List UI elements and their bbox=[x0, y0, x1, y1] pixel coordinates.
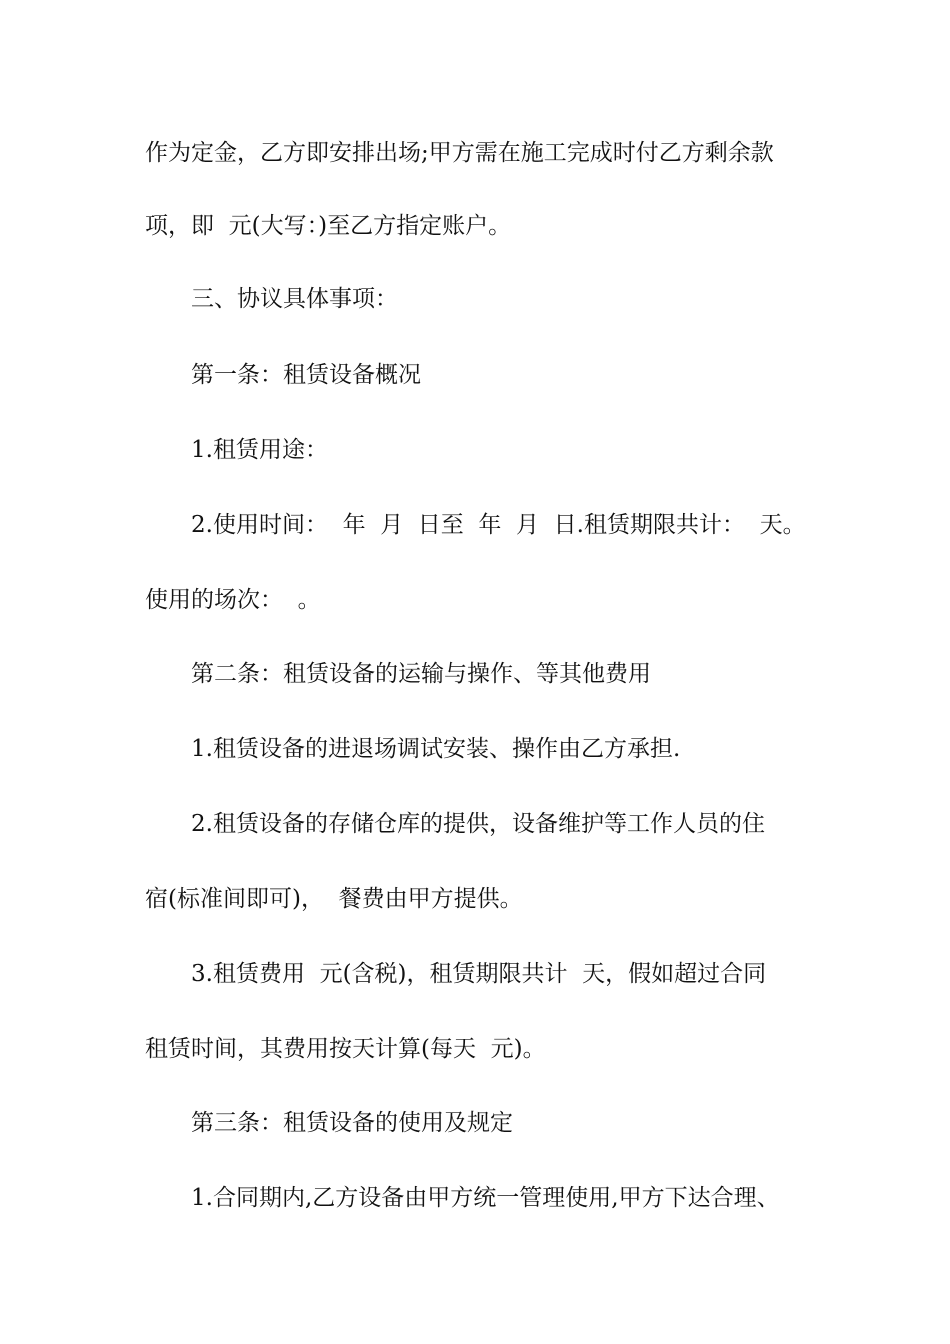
text-line-11: 宿(标准间即可)， 餐费由甲方提供。 bbox=[145, 886, 523, 912]
text-line-10: 2.租赁设备的存储仓库的提供，设备维护等工作人员的住 bbox=[191, 811, 765, 837]
text-line-6: 2.使用时间： 年 月 日至 年 月 日.租赁期限共计： 天。 bbox=[191, 512, 806, 538]
text-line-5: 1.租赁用途： bbox=[191, 437, 328, 463]
text-line-7: 使用的场次： 。 bbox=[145, 587, 321, 613]
text-line-13: 租赁时间，其费用按天计算(每天 元)。 bbox=[145, 1036, 546, 1062]
text-line-15: 1.合同期内,乙方设备由甲方统一管理使用,甲方下达合理、 bbox=[191, 1185, 780, 1211]
article-heading-2: 第二条：租赁设备的运输与操作、等其他费用 bbox=[191, 661, 651, 687]
article-heading-1: 第一条：租赁设备概况 bbox=[191, 362, 421, 388]
text-line-9: 1.租赁设备的进退场调试安装、操作由乙方承担. bbox=[191, 736, 681, 762]
section-heading-3: 三、协议具体事项： bbox=[191, 286, 398, 312]
text-line-2: 项，即 元(大写：)至乙方指定账户。 bbox=[145, 213, 512, 239]
article-heading-3: 第三条：租赁设备的使用及规定 bbox=[191, 1110, 513, 1136]
text-line-1: 作为定金，乙方即安排出场;甲方需在施工完成时付乙方剩余款 bbox=[145, 140, 774, 166]
text-line-12: 3.租赁费用 元(含税)，租赁期限共计 天，假如超过合同 bbox=[191, 961, 767, 987]
